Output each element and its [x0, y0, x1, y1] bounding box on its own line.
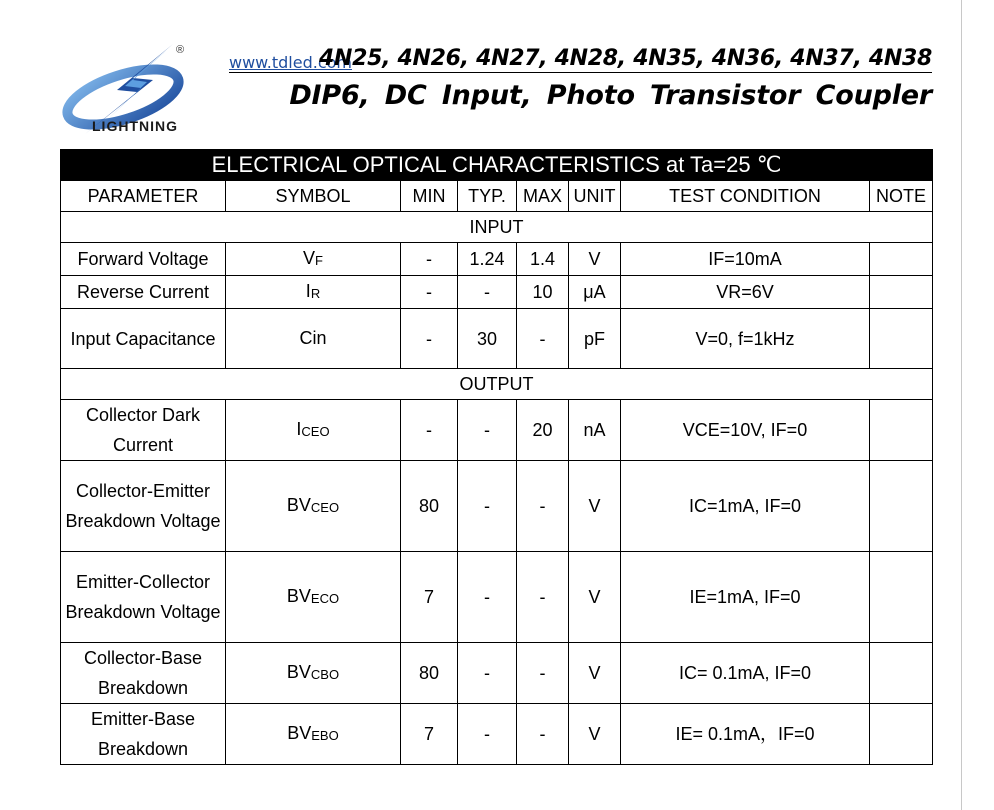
- symbol-cell: [226, 243, 401, 276]
- document-subtitle: DIP6, DC Input, Photo Transistor Coupler: [289, 80, 932, 111]
- parameter-cell: Collector-Base Breakdown: [61, 643, 226, 704]
- symbol-cell: [226, 276, 401, 309]
- unit-cell: pF: [569, 309, 621, 369]
- typ-cell: 1.24: [458, 243, 517, 276]
- section-row: [61, 212, 933, 243]
- column-header: NOTE: [870, 181, 933, 212]
- condition-cell: IC= 0.1mA, IF=0: [621, 643, 870, 704]
- column-header: PARAMETER: [61, 181, 226, 212]
- condition-cell: V=0, f=1kHz: [621, 309, 870, 369]
- column-header: TYP.: [458, 181, 517, 212]
- symbol-subscript: F: [315, 253, 323, 268]
- max-cell: -: [517, 704, 569, 765]
- brand-name: LIGHTNING: [92, 118, 178, 134]
- symbol-subscript: EBO: [311, 728, 339, 743]
- note-cell: [870, 400, 933, 461]
- symbol-subscript: R: [310, 286, 321, 301]
- min-cell: -: [401, 309, 458, 369]
- parameter-cell: Emitter-Collector Breakdown Voltage: [61, 552, 226, 643]
- min-cell: -: [401, 276, 458, 309]
- typ-cell: -: [458, 461, 517, 552]
- symbol-cell: [226, 309, 401, 369]
- symbol-subscript: CEO: [310, 500, 340, 515]
- parameter-cell: Collector-Emitter Breakdown Voltage: [61, 461, 226, 552]
- parameter-cell: Input Capacitance: [61, 309, 226, 369]
- max-cell: 1.4: [517, 243, 569, 276]
- table-row: [61, 461, 933, 552]
- max-cell: -: [517, 552, 569, 643]
- table-row: [61, 243, 933, 276]
- table-title: ELECTRICAL OPTICAL CHARACTERISTICS at Ta=25 ℃: [61, 150, 933, 181]
- typ-cell: -: [458, 552, 517, 643]
- note-cell: [870, 704, 933, 765]
- typ-cell: -: [458, 400, 517, 461]
- min-cell: -: [401, 400, 458, 461]
- column-header: MAX: [517, 181, 569, 212]
- table-row: [61, 309, 933, 369]
- model-list: 4N25, 4N26, 4N27, 4N28, 4N35, 4N36, 4N37, 4N38: [319, 46, 932, 71]
- column-header-row: [61, 181, 933, 212]
- parameter-cell: Collector Dark Current: [61, 400, 226, 461]
- max-cell: 10: [517, 276, 569, 309]
- typ-cell: -: [458, 643, 517, 704]
- symbol-main: I: [296, 419, 302, 439]
- page-edge: [961, 0, 962, 810]
- min-cell: 80: [401, 643, 458, 704]
- note-cell: [870, 309, 933, 369]
- min-cell: 80: [401, 461, 458, 552]
- symbol-cell: [226, 400, 401, 461]
- symbol-cell: [226, 643, 401, 704]
- symbol-main: BV: [286, 495, 311, 515]
- symbol-cell: [226, 552, 401, 643]
- table-row: [61, 552, 933, 643]
- unit-cell: nA: [569, 400, 621, 461]
- header-rule: [229, 72, 932, 73]
- max-cell: -: [517, 643, 569, 704]
- symbol-subscript: CEO: [301, 424, 330, 439]
- section-label: INPUT: [61, 212, 933, 243]
- note-cell: [870, 461, 933, 552]
- symbol-main: BV: [286, 586, 311, 606]
- max-cell: -: [517, 309, 569, 369]
- symbol-subscript: CBO: [310, 667, 340, 682]
- parameter-cell: Forward Voltage: [61, 243, 226, 276]
- section-label: OUTPUT: [61, 369, 933, 400]
- symbol-cell: [226, 461, 401, 552]
- parameter-cell: Emitter-Base Breakdown: [61, 704, 226, 765]
- table-row: [61, 704, 933, 765]
- characteristics-table: [60, 149, 933, 765]
- symbol-main: BV: [287, 723, 312, 743]
- note-cell: [870, 643, 933, 704]
- min-cell: 7: [401, 704, 458, 765]
- registered-mark: ®: [176, 44, 185, 56]
- min-cell: 7: [401, 552, 458, 643]
- note-cell: [870, 276, 933, 309]
- symbol-subscript: ECO: [310, 591, 340, 606]
- min-cell: -: [401, 243, 458, 276]
- symbol-main: V: [303, 248, 316, 268]
- unit-cell: V: [569, 243, 621, 276]
- max-cell: 20: [517, 400, 569, 461]
- parameter-cell: Reverse Current: [61, 276, 226, 309]
- unit-cell: μA: [569, 276, 621, 309]
- symbol-main: Cin: [299, 327, 327, 348]
- column-header: TEST CONDITION: [621, 181, 870, 212]
- max-cell: -: [517, 461, 569, 552]
- condition-cell: VCE=10V, IF=0: [621, 400, 870, 461]
- table-row: [61, 276, 933, 309]
- section-row: [61, 369, 933, 400]
- typ-cell: -: [458, 276, 517, 309]
- unit-cell: V: [569, 552, 621, 643]
- note-cell: [870, 552, 933, 643]
- column-header: UNIT: [569, 181, 621, 212]
- typ-cell: 30: [458, 309, 517, 369]
- symbol-cell: [226, 704, 401, 765]
- condition-cell: IF=10mA: [621, 243, 870, 276]
- condition-cell: IE= 0.1mA，IF=0: [621, 704, 870, 765]
- unit-cell: V: [569, 643, 621, 704]
- column-header: MIN: [401, 181, 458, 212]
- unit-cell: V: [569, 461, 621, 552]
- column-header: SYMBOL: [226, 181, 401, 212]
- symbol-main: I: [305, 281, 311, 301]
- table-row: [61, 400, 933, 461]
- symbol-main: BV: [286, 662, 311, 682]
- condition-cell: VR=6V: [621, 276, 870, 309]
- condition-cell: IC=1mA, IF=0: [621, 461, 870, 552]
- table-row: [61, 643, 933, 704]
- condition-cell: IE=1mA, IF=0: [621, 552, 870, 643]
- note-cell: [870, 243, 933, 276]
- typ-cell: -: [458, 704, 517, 765]
- website-link[interactable]: www.tdled.com: [229, 53, 353, 72]
- unit-cell: V: [569, 704, 621, 765]
